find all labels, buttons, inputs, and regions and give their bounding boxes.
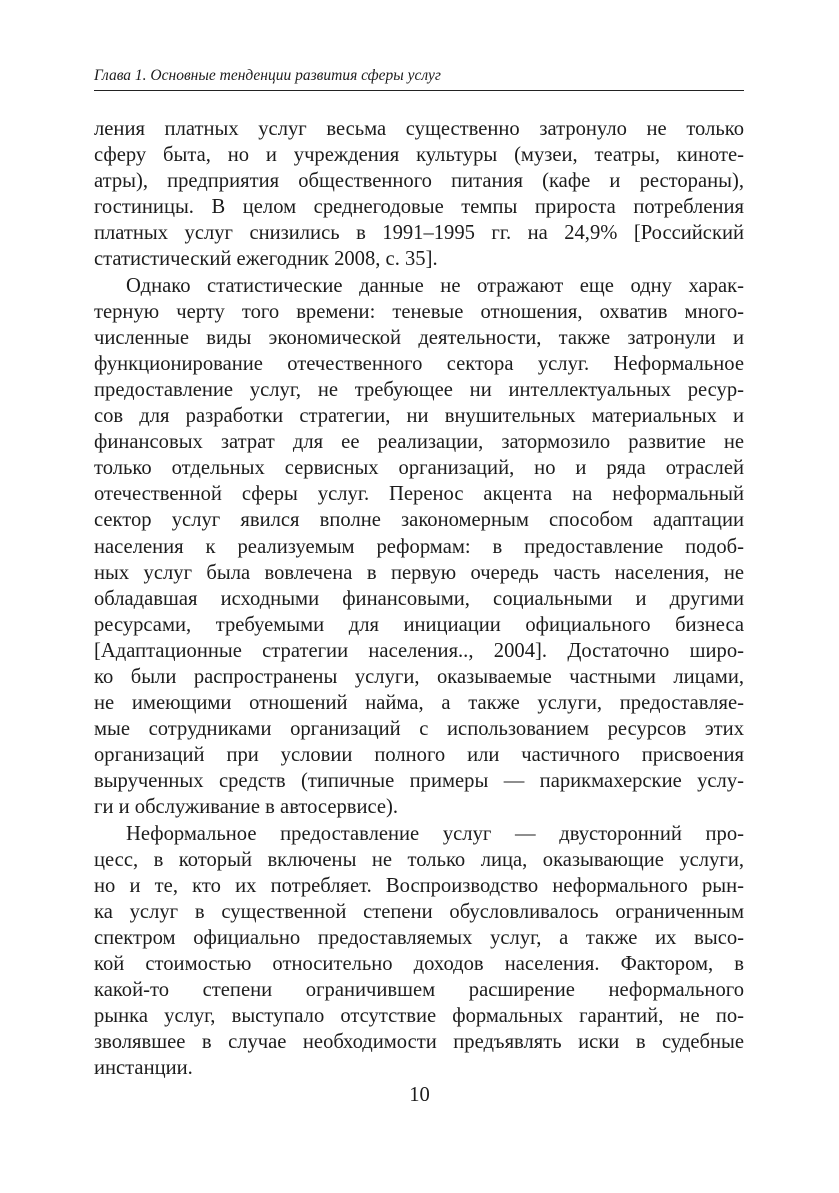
text-line: обладавшая исходными финансовыми, социальными и другими xyxy=(94,587,744,610)
text-line: организаций при условии полного или частичного присвоения xyxy=(94,744,744,767)
text-line: терную черту того времени: теневые отношения, охватив много- xyxy=(94,300,744,323)
text-line: ресурсами, требуемыми для инициации официального бизнеса xyxy=(94,613,744,636)
text-line: ка услуг в существенной степени обусловливалось ограниченным xyxy=(94,900,744,923)
text-line: какой-то степени ограничившем расширение неформального xyxy=(94,979,744,1002)
paragraph-3 xyxy=(94,821,744,1082)
text-line: ги и обслуживание в автосервисе). xyxy=(94,796,399,819)
text-line: инстанции. xyxy=(94,1057,193,1080)
text-line: но и те, кто их потребляет. Воспроизводство неформального рын- xyxy=(94,874,744,897)
text-line: функционирование отечественного сектора услуг. Неформальное xyxy=(94,352,744,375)
text-line: финансовых затрат для ее реализации, затормозило развитие не xyxy=(94,431,744,454)
text-line: мые сотрудниками организаций с использованием ресурсов этих xyxy=(94,718,744,741)
text-line: Однако статистические данные не отражают еще одну харак- xyxy=(126,274,744,297)
text-line: вырученных средств (типичные примеры — парикмахерские услу- xyxy=(94,770,744,793)
text-line: ления платных услуг весьма существенно затронуло не только xyxy=(94,118,744,140)
text-line: рынка услуг, выступало отсутствие формальных гарантий, не по- xyxy=(94,1005,744,1028)
text-line: предоставление услуг, не требующее ни интеллектуальных ресур- xyxy=(94,378,744,401)
paragraph-2 xyxy=(94,273,744,821)
running-header-title: Глава 1. Основные тенденции развития сферы услуг xyxy=(94,67,441,84)
body-text xyxy=(94,116,744,1081)
text-line: цесс, в который включены не только лица, оказывающие услуги, xyxy=(94,848,744,871)
text-line: ных услуг была вовлечена в первую очередь часть населения, не xyxy=(94,561,744,584)
text-line: сферу быта, но и учреждения культуры (музеи, театры, киноте- xyxy=(94,144,744,167)
page-number: 10 xyxy=(409,1084,430,1106)
text-line: спектром официально предоставляемых услуг, а также их высо- xyxy=(94,926,744,949)
text-line: сектор услуг явился вполне закономерным способом адаптации xyxy=(94,509,744,532)
text-line: гостиницы. В целом среднегодовые темпы прироста потребления xyxy=(94,196,744,219)
text-line: не имеющими отношений найма, а также услуги, предоставляе- xyxy=(94,692,744,715)
running-header xyxy=(94,66,744,91)
text-line: зволявшее в случае необходимости предъявлять иски в судебные xyxy=(94,1031,744,1054)
text-line: платных услуг снизились в 1991–1995 гг. на 24,9% [Российский xyxy=(94,222,744,245)
text-line: статистический ежегодник 2008, с. 35]. xyxy=(94,248,438,271)
text-line: Неформальное предоставление услуг — двусторонний про- xyxy=(126,822,744,845)
text-line: [Адаптационные стратегии населения.., 2004]. Достаточно широ- xyxy=(94,639,744,662)
text-line: кой стоимостью относительно доходов населения. Фактором, в xyxy=(94,953,744,975)
paragraph-1 xyxy=(94,116,744,273)
text-line: только отдельных сервисных организаций, но и ряда отраслей xyxy=(94,457,744,480)
text-line: населения к реализуемым реформам: в предоставление подоб- xyxy=(94,535,744,558)
text-line: численные виды экономической деятельности, также затронули и xyxy=(94,326,744,349)
text-line: сов для разработки стратегии, ни внушительных материальных и xyxy=(94,405,744,428)
text-line: ко были распространены услуги, оказываемые частными лицами, xyxy=(94,665,744,688)
text-line: атры), предприятия общественного питания (кафе и рестораны), xyxy=(94,170,744,193)
text-line: отечественной сферы услуг. Перенос акцента на неформальный xyxy=(94,483,744,506)
